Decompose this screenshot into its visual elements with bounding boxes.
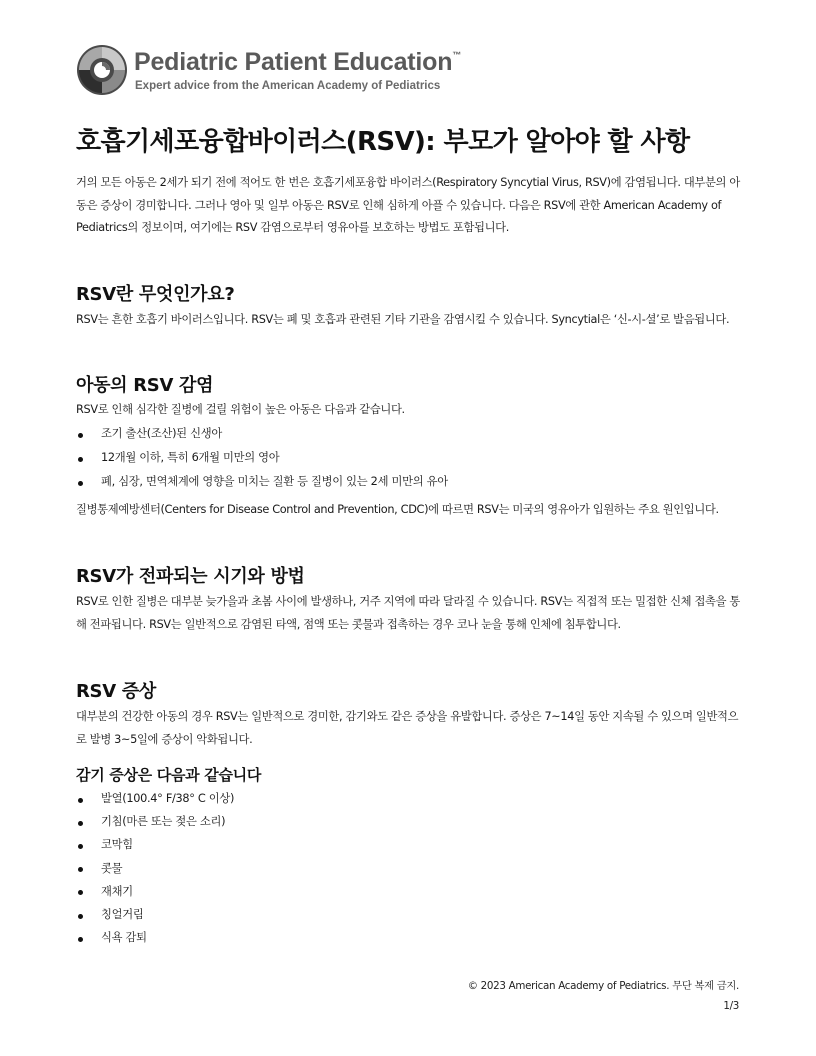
list-item: 칭얼거림	[76, 903, 736, 926]
list-item: 조기 출산(조산)된 신생아	[76, 422, 736, 446]
swirl-logo-icon	[76, 44, 128, 96]
cdc-paragraph: 질병통제예방센터(Centers for Disease Control and Prevention, CDC)에 따르면 RSV는 미국의 영유아가 입원하는 주요 원인입니다.	[76, 503, 719, 516]
page-number: 1/3	[723, 1000, 739, 1012]
list-item: 식욕 감퇴	[76, 926, 736, 949]
heading-what-is-rsv: RSV란 무엇인가요?	[76, 284, 235, 305]
logo-subtitle: Expert advice from the American Academy of Pediatrics	[135, 80, 441, 92]
trademark-mark: ™	[452, 50, 462, 60]
list-item: 기침(마른 또는 젖은 소리)	[76, 810, 736, 833]
logo	[76, 44, 466, 100]
list-item: 폐, 심장, 면역체계에 영향을 미치는 질환 등 질병이 있는 2세 미만의 유아	[76, 470, 736, 494]
risk-lead-paragraph: RSV로 인해 심각한 질병에 걸릴 위험이 높은 아동은 다음과 같습니다.	[76, 403, 405, 416]
list-item: 재채기	[76, 880, 736, 903]
heading-rsv-in-children: 아동의 RSV 감염	[76, 375, 214, 396]
document-title: 호흡기세포융합바이러스(RSV): 부모가 알아야 할 사항	[76, 127, 690, 157]
what-is-rsv-paragraph: RSV는 흔한 호흡기 바이러스입니다. RSV는 폐 및 호흡과 관련된 기타 기관을 감염시킬 수 있습니다. Syncytial은 ‘신-시-셜’로 발음됩니다.	[76, 313, 730, 326]
list-item: 코막힘	[76, 833, 736, 856]
intro-paragraph: 거의 모든 아동은 2세가 되기 전에 적어도 한 번은 호흡기세포융합 바이러스(Respiratory Syncytial Virus, RSV)에 감염됩니다. 대부분의 아동은 증상이 경미합니다. 그러나 영아 및 일부 아동은 RSV로 인해 심하게 아플 수 있습니다. 다음은 RSV에 관한 American Academy of Pediatrics의 정보이며, 여기에는 RSV 감염으로부터 영유아를 보호하는 방법도 포함됩니다.	[76, 176, 740, 234]
cold-symptoms-list	[76, 787, 736, 949]
heading-symptoms: RSV 증상	[76, 681, 156, 702]
spread-paragraph: RSV로 인한 질병은 대부분 늦가을과 초봄 사이에 발생하나, 거주 지역에 따라 달라질 수 있습니다. RSV는 직접적 또는 밀접한 신체 접촉을 통해 전파됩니다. RSV는 일반적으로 감염된 타액, 점액 또는 콧물과 접촉하는 경우 코나 눈을 통해 인체에 침투합니다.	[76, 595, 740, 631]
list-item: 12개월 이하, 특히 6개월 미만의 영아	[76, 446, 736, 470]
risk-list	[76, 422, 736, 494]
symptoms-paragraph: 대부분의 건강한 아동의 경우 RSV는 일반적으로 경미한, 감기와도 같은 증상을 유발합니다. 증상은 7~14일 동안 지속될 수 있으며 일반적으로 발병 3~5일에 증상이 악화됩니다.	[76, 710, 739, 746]
heading-spread: RSV가 전파되는 시기와 방법	[76, 566, 305, 587]
copyright-notice: © 2023 American Academy of Pediatrics. 무단 복제 금지.	[467, 980, 739, 992]
logo-title: Pediatric Patient Education™	[134, 48, 462, 76]
list-item: 발열(100.4° F/38° C 이상)	[76, 787, 736, 810]
list-item: 콧물	[76, 857, 736, 880]
cold-symptoms-heading: 감기 증상은 다음과 같습니다	[76, 766, 262, 784]
footer	[468, 976, 739, 1016]
